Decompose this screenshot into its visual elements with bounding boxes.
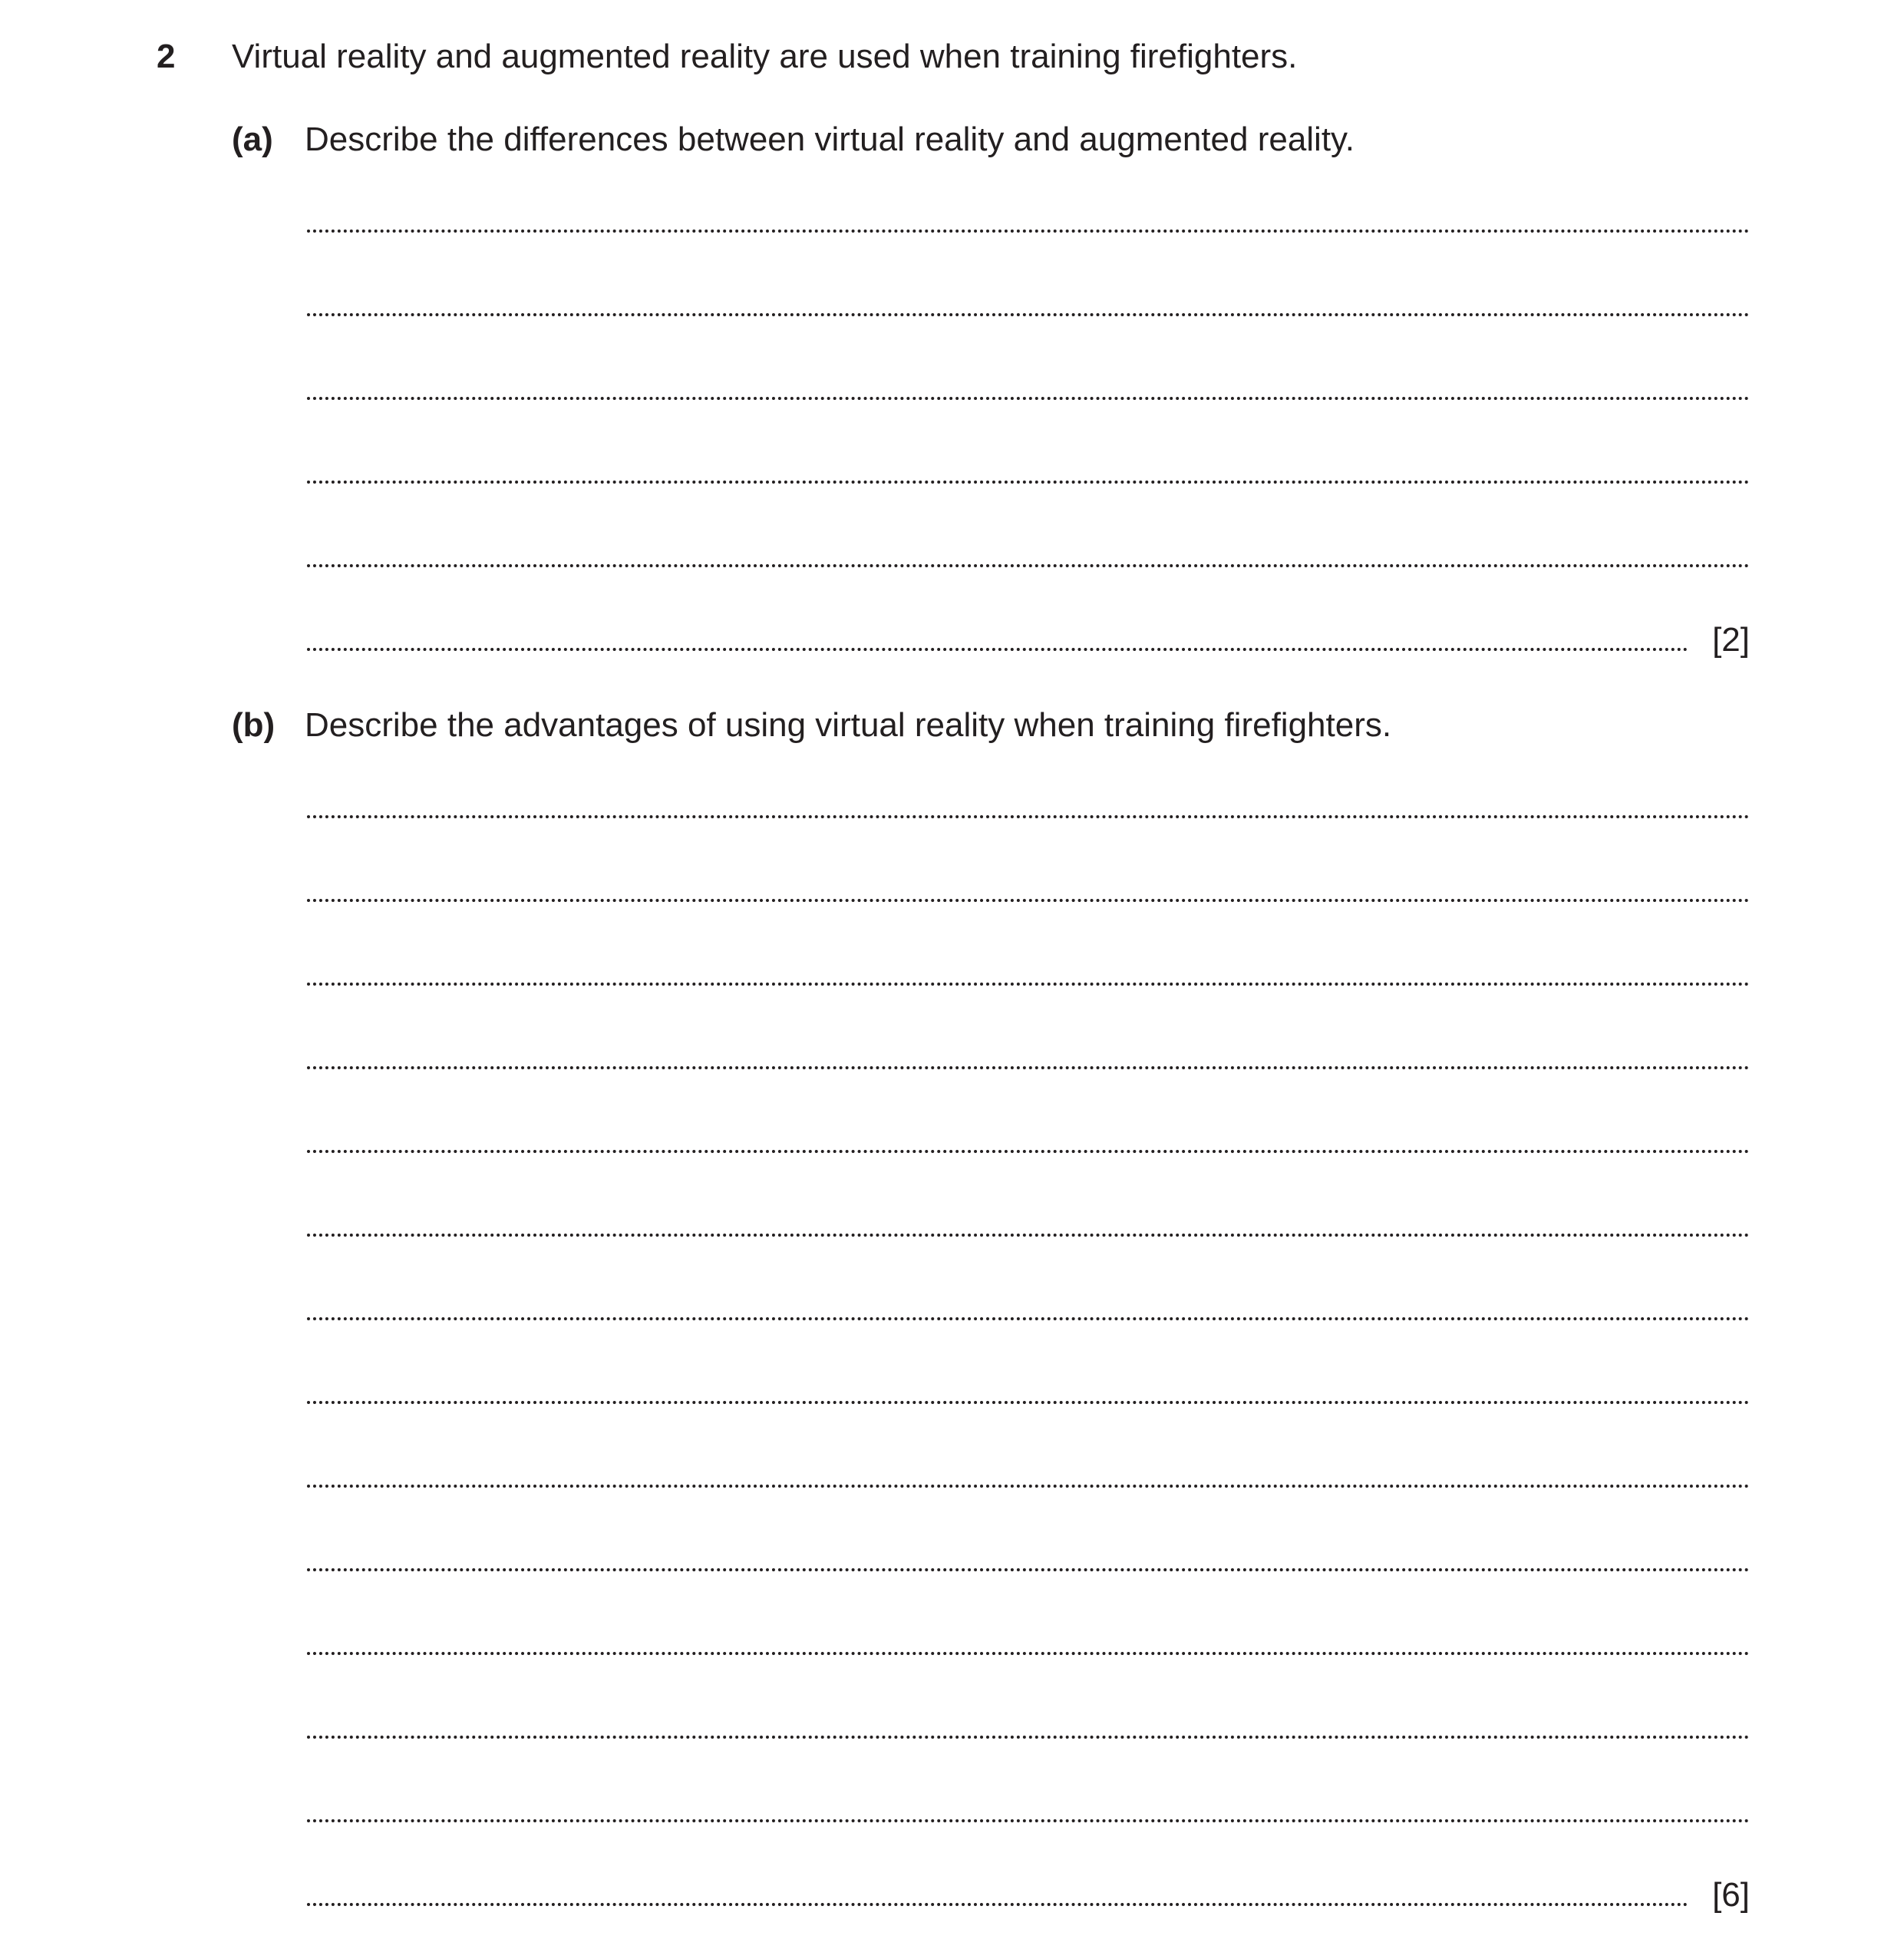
dotted-rule bbox=[307, 230, 1750, 233]
dotted-rule bbox=[307, 397, 1750, 400]
part-b-answer-area[interactable] bbox=[307, 741, 1750, 1912]
answer-line[interactable] bbox=[307, 1577, 1750, 1661]
answer-line[interactable] bbox=[307, 1326, 1750, 1410]
part-b-label: (b) bbox=[232, 706, 276, 744]
dotted-rule bbox=[307, 1568, 1750, 1571]
answer-line[interactable] bbox=[307, 992, 1750, 1075]
question-stem: Virtual reality and augmented reality are used when training firefighters. bbox=[232, 38, 1298, 75]
part-a-text: Describe the differences between virtual reality and augmented reality. bbox=[305, 121, 1355, 158]
answer-line[interactable] bbox=[307, 322, 1750, 406]
dotted-rule bbox=[307, 481, 1750, 484]
answer-line[interactable] bbox=[307, 155, 1750, 239]
dotted-rule bbox=[307, 815, 1750, 818]
answer-line[interactable] bbox=[307, 824, 1750, 908]
answer-line[interactable] bbox=[307, 406, 1750, 490]
dotted-rule bbox=[307, 564, 1750, 567]
dotted-rule bbox=[307, 1652, 1750, 1655]
answer-line[interactable] bbox=[307, 573, 1750, 657]
answer-line[interactable] bbox=[307, 1243, 1750, 1326]
dotted-rule bbox=[307, 313, 1750, 316]
dotted-rule bbox=[307, 1317, 1750, 1320]
dotted-rule bbox=[307, 648, 1688, 651]
part-a-marks: [2] bbox=[1712, 621, 1750, 659]
dotted-rule bbox=[307, 1401, 1750, 1404]
answer-line[interactable] bbox=[307, 741, 1750, 824]
answer-line[interactable] bbox=[307, 1745, 1750, 1828]
answer-line[interactable] bbox=[307, 490, 1750, 573]
answer-line[interactable] bbox=[307, 1494, 1750, 1577]
dotted-rule bbox=[307, 983, 1750, 986]
answer-line[interactable] bbox=[307, 1075, 1750, 1159]
dotted-rule bbox=[307, 899, 1750, 902]
dotted-rule bbox=[307, 1819, 1750, 1822]
dotted-rule bbox=[307, 1736, 1750, 1739]
answer-line[interactable] bbox=[307, 908, 1750, 992]
answer-line[interactable] bbox=[307, 1828, 1750, 1912]
dotted-rule bbox=[307, 1903, 1688, 1906]
part-b-text: Describe the advantages of using virtual reality when training firefighters. bbox=[305, 706, 1392, 744]
dotted-rule bbox=[307, 1066, 1750, 1069]
part-a-answer-area[interactable] bbox=[307, 155, 1750, 657]
part-a-label: (a) bbox=[232, 121, 273, 158]
part-b-marks: [6] bbox=[1712, 1876, 1750, 1914]
question-number: 2 bbox=[157, 38, 176, 75]
answer-line[interactable] bbox=[307, 239, 1750, 322]
dotted-rule bbox=[307, 1485, 1750, 1488]
answer-line[interactable] bbox=[307, 1410, 1750, 1494]
answer-line[interactable] bbox=[307, 1159, 1750, 1243]
dotted-rule bbox=[307, 1150, 1750, 1153]
answer-line[interactable] bbox=[307, 1661, 1750, 1745]
dotted-rule bbox=[307, 1234, 1750, 1237]
